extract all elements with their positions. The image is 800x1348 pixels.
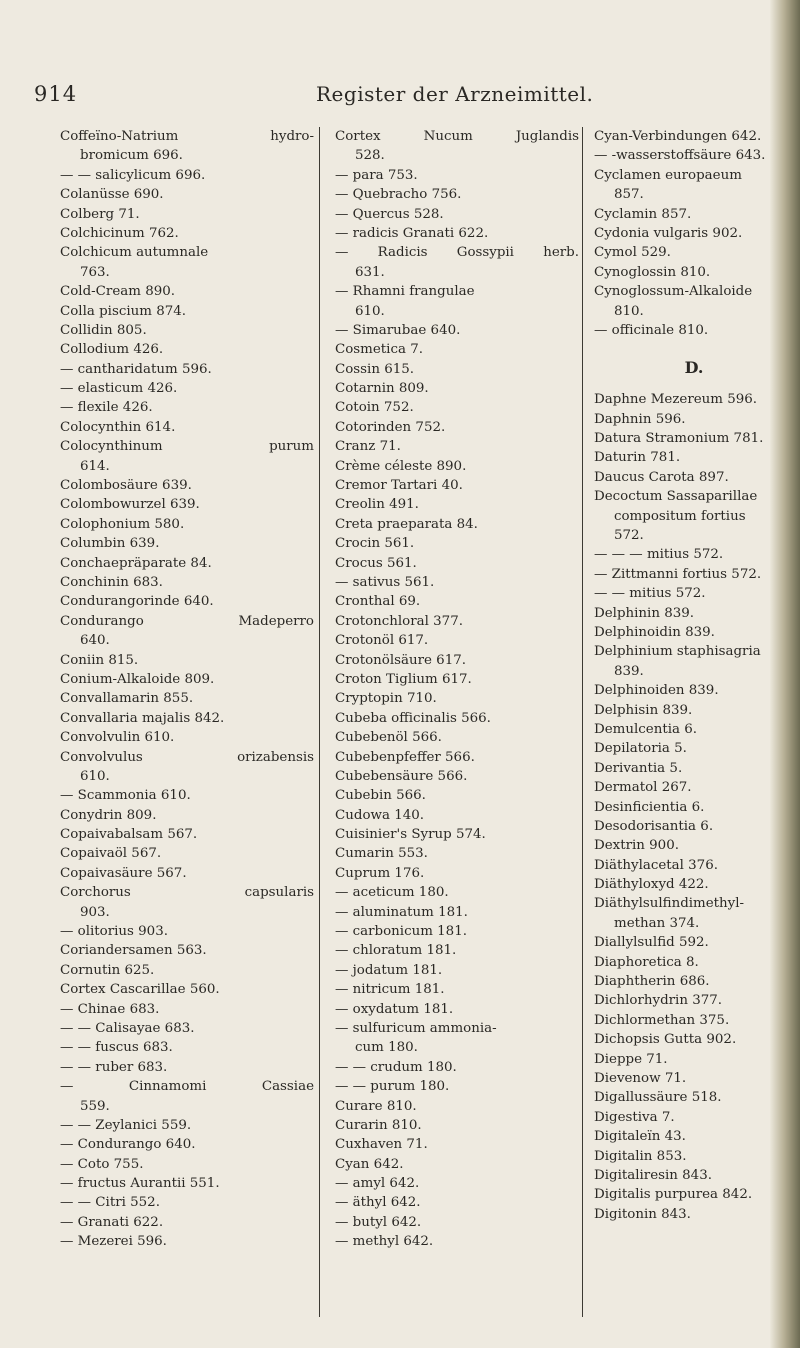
index-entry: Delphinoidin 839. (594, 624, 715, 640)
index-entry: 810. (614, 303, 644, 319)
index-entry: Digitalis purpurea 842. (594, 1187, 753, 1203)
index-entry: Cotoin 752. (335, 400, 414, 416)
index-entry: — Radicis Gossypii herb. (335, 245, 579, 261)
index-entry: Cynoglossum-Alkaloide (594, 284, 753, 300)
index-entry: Digitaliresin 843. (594, 1167, 712, 1183)
index-entry: Creolin 491. (335, 497, 419, 513)
index-entry: — radicis Granati 622. (335, 225, 489, 241)
index-entry: Dievenow 71. (594, 1070, 687, 1086)
index-entry: Colberg 71. (60, 206, 140, 222)
index-entry: Coriandersamen 563. (60, 943, 207, 959)
index-entry: — — fuscus 683. (60, 1040, 173, 1056)
index-entry: — nitricum 181. (335, 982, 445, 998)
index-entry: Condurango Madeperro (60, 613, 314, 629)
index-entry: Cubeba officinalis 566. (335, 710, 491, 726)
index-entry: Collodium 426. (60, 342, 164, 358)
index-entry: — äthyl 642. (335, 1195, 421, 1211)
index-entry: 610. (80, 768, 110, 784)
index-entry: 614. (80, 458, 110, 474)
index-entry: Colophonium 580. (60, 516, 185, 532)
index-entry: Cubebenöl 566. (335, 730, 442, 746)
index-entry: Copaivabalsam 567. (60, 827, 198, 843)
index-entry: — Rhamni frangulae (335, 284, 475, 300)
index-entry: Cubebin 566. (335, 788, 426, 804)
index-entry: — — purum 180. (335, 1079, 450, 1095)
index-entry: — — Zeylanici 559. (60, 1117, 192, 1133)
index-entry: Dichlorhydrin 377. (594, 993, 723, 1009)
index-entry: Colocynthinum purum (60, 439, 314, 455)
index-entry: Colanüsse 690. (60, 187, 164, 203)
index-column-1 (60, 127, 318, 1252)
index-entry: Daphnin 596. (594, 411, 686, 427)
index-entry: Curare 810. (335, 1098, 417, 1114)
index-entry: — aceticum 180. (335, 885, 449, 901)
index-entry: Dieppe 71. (594, 1051, 668, 1067)
index-entry: 559. (80, 1098, 110, 1114)
index-entry: — Quebracho 756. (335, 187, 462, 203)
index-entry: Cryptopin 710. (335, 691, 437, 707)
index-entry: Demulcentia 6. (594, 721, 697, 737)
index-entry: Cydonia vulgaris 902. (594, 225, 743, 241)
index-entry: — aluminatum 181. (335, 904, 468, 920)
index-column-3-d-entries (594, 390, 794, 1224)
index-entry: 763. (80, 264, 110, 280)
index-entry: Digitonin 843. (594, 1206, 691, 1222)
index-entry: Crotonchloral 377. (335, 613, 463, 629)
running-title: Register der Arzneimittel. (316, 82, 594, 106)
index-entry: Convolvulus orizabensis (60, 749, 314, 765)
index-entry: — — — mitius 572. (594, 547, 724, 563)
index-entry: — Condurango 640. (60, 1137, 196, 1153)
index-entry: Desinficientia 6. (594, 799, 705, 815)
index-entry: Coniin 815. (60, 652, 139, 668)
index-entry: Cubebensäure 566. (335, 768, 468, 784)
index-entry: Cossin 615. (335, 361, 415, 377)
index-entry: Digallussäure 518. (594, 1090, 722, 1106)
index-entry: — Chinae 683. (60, 1001, 160, 1017)
index-entry: Cuxhaven 71. (335, 1137, 428, 1153)
index-entry: 572. (614, 528, 644, 544)
index-entry: 903. (80, 904, 110, 920)
column-divider-left (319, 127, 320, 1317)
index-entry: Cotorinden 752. (335, 419, 446, 435)
index-entry: Decoctum Sassaparillae (594, 489, 758, 505)
index-entry: — butyl 642. (335, 1214, 422, 1230)
index-entry: Crème céleste 890. (335, 458, 467, 474)
index-entry: — Scammonia 610. (60, 788, 191, 804)
index-entry: Colchicinum 762. (60, 225, 179, 241)
index-entry: Daucus Carota 897. (594, 469, 729, 485)
index-entry: — — salicylicum 696. (60, 167, 206, 183)
index-entry: Digitalin 853. (594, 1148, 687, 1164)
index-column-3-c-entries (594, 127, 794, 340)
index-entry: methan 374. (614, 915, 700, 931)
index-entry: Daturin 781. (594, 450, 681, 466)
index-entry: Colombowurzel 639. (60, 497, 200, 513)
index-entry: Colombosäure 639. (60, 478, 192, 494)
index-entry: — para 753. (335, 167, 418, 183)
index-entry: Copaivasäure 567. (60, 865, 187, 881)
index-entry: Diallylsulfid 592. (594, 935, 709, 951)
index-entry: Dermatol 267. (594, 780, 692, 796)
index-entry: — olitorius 903. (60, 924, 168, 940)
index-entry: Cronthal 69. (335, 594, 421, 610)
index-entry: — Simarubae 640. (335, 322, 461, 338)
index-entry: 839. (614, 663, 644, 679)
index-entry: Corchorus capsularis (60, 885, 314, 901)
index-entry: — elasticum 426. (60, 381, 178, 397)
index-column-3 (594, 127, 794, 1224)
index-entry: — sulfuricum ammonia- (335, 1020, 497, 1036)
index-entry: — oxydatum 181. (335, 1001, 454, 1017)
index-entry: Condurangorinde 640. (60, 594, 214, 610)
index-entry: Diäthyloxyd 422. (594, 877, 709, 893)
index-entry: Colla piscium 874. (60, 303, 187, 319)
index-entry: Colocynthin 614. (60, 419, 176, 435)
index-entry: — amyl 642. (335, 1176, 420, 1192)
index-entry: — flexile 426. (60, 400, 153, 416)
index-entry: Diäthylacetal 376. (594, 857, 718, 873)
index-entry: Convallamarin 855. (60, 691, 194, 707)
index-entry: Cremor Tartari 40. (335, 478, 463, 494)
index-entry: Delphinium staphisagria (594, 644, 761, 660)
index-entry: Dichopsis Gutta 902. (594, 1032, 737, 1048)
index-entry: — — Citri 552. (60, 1195, 160, 1211)
index-entry: Croton Tiglium 617. (335, 671, 472, 687)
index-entry: Cotarnin 809. (335, 381, 429, 397)
index-entry: Columbin 639. (60, 536, 160, 552)
index-entry: Cyclamin 857. (594, 206, 692, 222)
index-column-2 (335, 127, 583, 1252)
index-entry: 528. (355, 148, 385, 164)
index-entry: Cold-Cream 890. (60, 284, 176, 300)
index-entry: Colchicum autumnale (60, 245, 209, 261)
index-entry: Crocus 561. (335, 555, 417, 571)
index-entry: Daphne Mezereum 596. (594, 392, 758, 408)
index-entry: compositum fortius (614, 508, 746, 524)
index-entry: Delphinin 839. (594, 605, 695, 621)
index-entry: Conchinin 683. (60, 574, 163, 590)
index-entry: Cyan 642. (335, 1156, 404, 1172)
index-entry: Delphinoiden 839. (594, 683, 719, 699)
index-entry: Diaphoretica 8. (594, 954, 699, 970)
index-entry: Convolvulin 610. (60, 730, 175, 746)
index-entry: — sativus 561. (335, 574, 435, 590)
index-entry: Digitaleïn 43. (594, 1129, 686, 1145)
index-entry: 610. (355, 303, 385, 319)
index-entry: Cuisinier's Syrup 574. (335, 827, 486, 843)
index-entry: — carbonicum 181. (335, 924, 467, 940)
index-entry: Cuprum 176. (335, 865, 425, 881)
index-entry: — officinale 810. (594, 322, 709, 338)
index-entry: — — Calisayae 683. (60, 1020, 195, 1036)
index-entry: — Coto 755. (60, 1156, 144, 1172)
index-entry: — jodatum 181. (335, 962, 443, 978)
index-entry: Crotonöl 617. (335, 633, 429, 649)
section-heading-d: D. (684, 358, 704, 378)
index-entry: Digestiva 7. (594, 1109, 675, 1125)
index-entry: Dextrin 900. (594, 838, 679, 854)
index-entry: Cortex Cascarillae 560. (60, 982, 220, 998)
index-entry: Coffeïno-Natrium hydro- (60, 129, 314, 144)
index-entry: Delphisin 839. (594, 702, 693, 718)
index-entry: Cornutin 625. (60, 962, 155, 978)
index-entry: Desodorisantia 6. (594, 818, 714, 834)
index-entry: Datura Stramonium 781. (594, 431, 764, 447)
index-entry: Dichlormethan 375. (594, 1012, 730, 1028)
index-entry: — fructus Aurantii 551. (60, 1176, 220, 1192)
page-number: 914 (34, 82, 78, 106)
index-entry: Cumarin 553. (335, 846, 428, 862)
index-entry: Cosmetica 7. (335, 342, 423, 358)
index-entry: Derivantia 5. (594, 760, 683, 776)
index-entry: Conium-Alkaloide 809. (60, 671, 215, 687)
index-entry: cum 180. (355, 1040, 418, 1056)
index-entry: — Zittmanni fortius 572. (594, 566, 762, 582)
index-entry: Conydrin 809. (60, 807, 157, 823)
index-entry: Cyclamen europaeum (594, 167, 742, 183)
index-entry: bromicum 696. (80, 148, 183, 164)
index-entry: — Granati 622. (60, 1214, 164, 1230)
index-entry: — methyl 642. (335, 1234, 434, 1250)
index-entry: Conchaepräparate 84. (60, 555, 212, 571)
index-entry: 631. (355, 264, 385, 280)
index-entry: Creta praeparata 84. (335, 516, 478, 532)
index-entry: Cymol 529. (594, 245, 671, 261)
index-entry: Depilatoria 5. (594, 741, 687, 757)
index-entry: — chloratum 181. (335, 943, 457, 959)
index-entry: — — crudum 180. (335, 1059, 457, 1075)
index-entry: Cortex Nucum Juglandis (335, 129, 579, 144)
index-entry: — — ruber 683. (60, 1059, 168, 1075)
index-entry: Cudowa 140. (335, 807, 425, 823)
index-entry: Cranz 71. (335, 439, 401, 455)
index-entry: Convallaria majalis 842. (60, 710, 225, 726)
page-header (0, 82, 800, 112)
index-entry: — cantharidatum 596. (60, 361, 212, 377)
index-entry: — Quercus 528. (335, 206, 444, 222)
index-entry: 640. (80, 633, 110, 649)
index-entry: — — mitius 572. (594, 586, 706, 602)
index-entry: Collidin 805. (60, 322, 147, 338)
index-entry: — Mezerei 596. (60, 1234, 167, 1250)
index-entry: Curarin 810. (335, 1117, 422, 1133)
index-entry: Cyan-Verbindungen 642. (594, 129, 762, 144)
index-entry: Crocin 561. (335, 536, 415, 552)
index-entry: Diäthylsulfindimethyl- (594, 896, 745, 912)
index-entry: 857. (614, 187, 644, 203)
index-entry: Diaphtherin 686. (594, 974, 710, 990)
page-edge-shadow (770, 0, 800, 1348)
index-entry: Copaivaöl 567. (60, 846, 162, 862)
index-entry: Crotonölsäure 617. (335, 652, 466, 668)
index-entry: — Cinnamomi Cassiae (60, 1079, 314, 1095)
index-entry: Cynoglossin 810. (594, 264, 711, 280)
index-entry: — -wasserstoffsäure 643. (594, 148, 766, 164)
index-entry: Cubebenpfeffer 566. (335, 749, 475, 765)
